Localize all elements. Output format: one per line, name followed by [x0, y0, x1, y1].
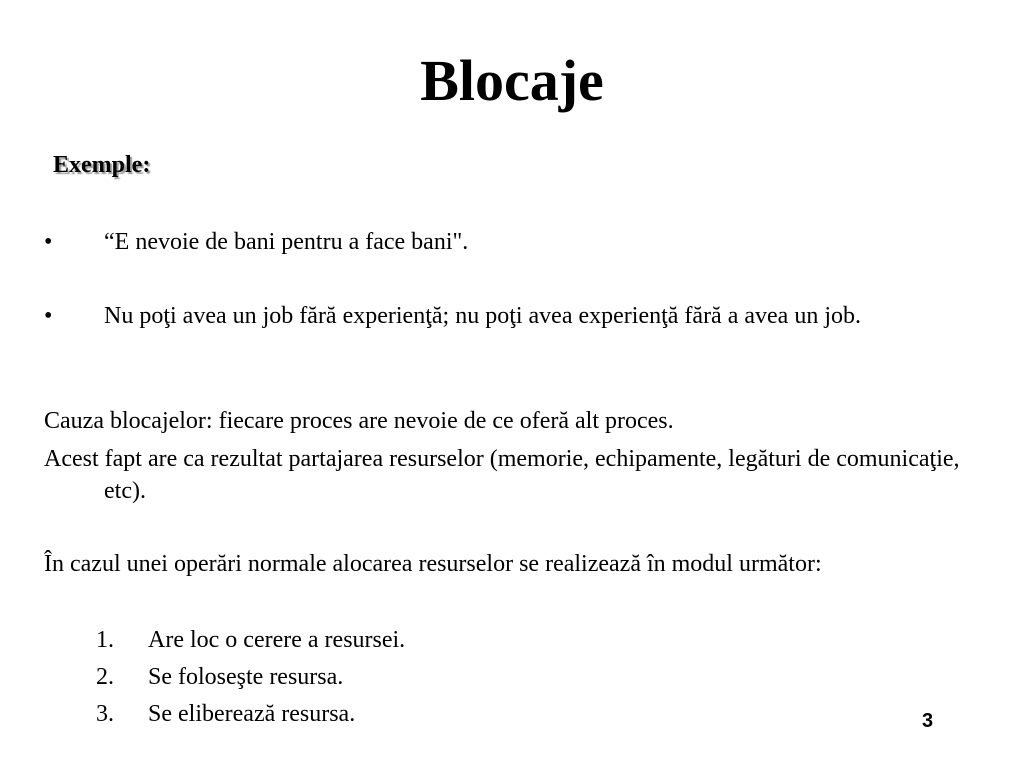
bullet-text: “E nevoie de bani pentru a face bani". — [104, 229, 469, 255]
bullet-item — [44, 300, 979, 332]
bullet-dot-icon: • — [44, 303, 53, 329]
paragraph-result: Acest fapt are ca rezultat partajarea resurselor (memorie, echipamente, legături de comunicaţie, etc). — [44, 446, 960, 504]
paragraph-cause: Cauza blocajelor: fiecare proces are nevoie de ce oferă alt proces. — [44, 408, 674, 434]
step-item — [96, 698, 696, 730]
step-number: 2. — [96, 664, 114, 690]
bullet-text: Nu poţi avea un job fără experienţă; nu poţi avea experienţă fără a avea un job. — [104, 303, 861, 329]
step-text: Se eliberează resursa. — [148, 701, 356, 727]
slide-title: Blocaje — [420, 48, 604, 113]
step-text: Se foloseşte resursa. — [148, 664, 344, 690]
step-number: 3. — [96, 701, 114, 727]
step-item — [96, 661, 696, 693]
step-item — [96, 624, 696, 656]
step-text: Are loc o cerere a resursei. — [148, 627, 406, 653]
step-number: 1. — [96, 627, 114, 653]
bullet-dot-icon: • — [44, 229, 53, 255]
paragraph-allocation: În cazul unei operări normale alocarea resurselor se realizează în modul următor: — [44, 551, 822, 577]
page-number: 3 — [922, 710, 934, 732]
examples-subheading: Exemple: — [53, 152, 151, 178]
bullet-item — [44, 226, 979, 258]
